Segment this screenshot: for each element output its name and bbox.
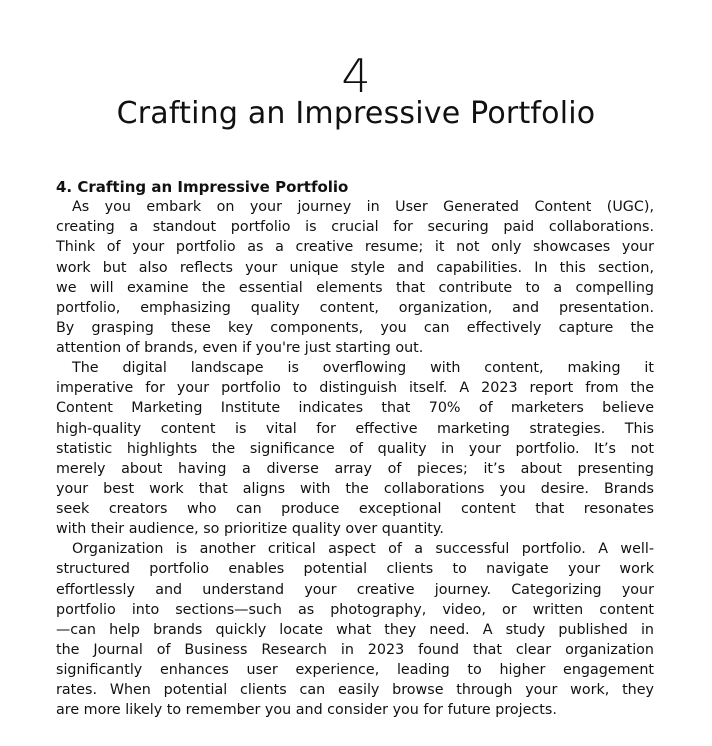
section-heading: 4. Crafting an Impressive Portfolio xyxy=(56,178,349,196)
paragraph xyxy=(56,358,654,539)
paragraph-line: high-quality content is vital for effective marketing strategies. This xyxy=(56,420,654,437)
paragraph-line: statistic highlights the significance of quality in your portfolio. It’s not xyxy=(56,440,654,457)
paragraph-line: The digital landscape is overflowing with content, making it xyxy=(72,360,654,377)
paragraph-line: portfolio into sections—such as photography, video, or written content xyxy=(56,601,654,618)
paragraph-line: merely about having a diverse array of pieces; it’s about presenting xyxy=(56,460,654,477)
paragraph-line: By grasping these key components, you can effectively capture the xyxy=(56,319,654,336)
paragraph-line: —can help brands quickly locate what they need. A study published in xyxy=(56,621,654,638)
chapter-number: 4 xyxy=(341,49,371,103)
paragraph-line: the Journal of Business Research in 2023 found that clear organization xyxy=(56,641,654,658)
paragraphs xyxy=(56,197,654,720)
paragraph-line: are more likely to remember you and consider you for future projects. xyxy=(56,702,557,719)
chapter-title: Crafting an Impressive Portfolio xyxy=(116,96,596,131)
paragraph-line: seek creators who can produce exceptional content that resonates xyxy=(56,501,654,517)
paragraph-line: Content Marketing Institute indicates that 70% of marketers believe xyxy=(56,400,654,417)
paragraph xyxy=(56,197,654,358)
paragraph-line: As you embark on your journey in User Generated Content (UGC), xyxy=(72,199,654,216)
paragraph-line: portfolio, emphasizing quality content, organization, and presentation. xyxy=(56,299,654,316)
body-content xyxy=(56,177,654,720)
paragraph-line: Think of your portfolio as a creative resume; it not only showcases your xyxy=(56,239,654,256)
paragraph-line: with their audience, so prioritize quality over quantity. xyxy=(56,521,444,538)
paragraph-line: your best work that aligns with the collaborations you desire. Brands xyxy=(56,480,654,497)
paragraph-line: rates. When potential clients can easily browse through your work, they xyxy=(56,682,654,699)
paragraph-line: significantly enhances user experience, leading to higher engagement xyxy=(56,662,654,678)
paragraph-line: work but also reflects your unique style and capabilities. In this section, xyxy=(56,259,654,276)
paragraph-line: effortlessly and understand your creative journey. Categorizing your xyxy=(56,581,654,598)
paragraph-line: structured portfolio enables potential clients to navigate your work xyxy=(56,561,654,578)
paragraph-line: imperative for your portfolio to distinguish itself. A 2023 report from the xyxy=(56,380,654,397)
paragraph-line: attention of brands, even if you're just starting out. xyxy=(56,340,424,356)
paragraph-line: creating a standout portfolio is crucial for securing paid collaborations. xyxy=(56,219,654,236)
paragraph-line: Organization is another critical aspect of a successful portfolio. A well- xyxy=(72,541,654,558)
paragraph xyxy=(56,539,654,720)
paragraph-line: we will examine the essential elements that contribute to a compelling xyxy=(56,279,654,296)
